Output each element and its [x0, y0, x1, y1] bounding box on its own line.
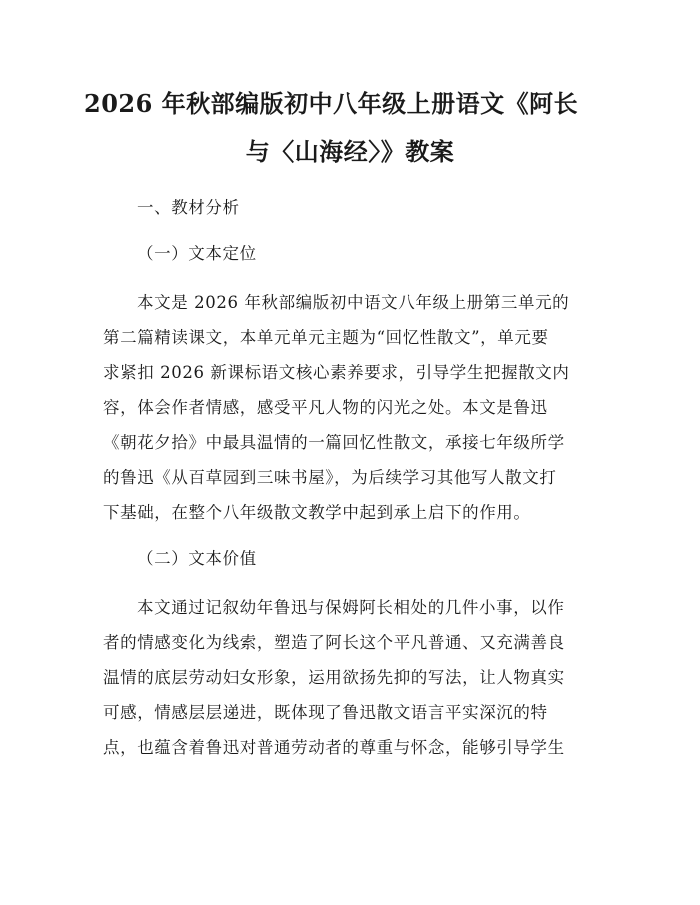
subsection-heading-text-positioning: （一）文本定位 — [137, 244, 257, 263]
paragraph-1-line: 本文是 2026 年秋部编版初中语文八年级上册第三单元的 — [137, 293, 570, 312]
paragraph-2-line: 点，也蕴含着鲁迅对普通劳动者的尊重与怀念，能够引导学生 — [103, 738, 565, 757]
document-title-line-1: 2026 年秋部编版初中八年级上册语文《阿长 — [84, 89, 579, 118]
paragraph-2-line: 温情的底层劳动妇女形象，运用欲扬先抑的写法，让人物真实 — [103, 668, 565, 687]
section-heading-textbook-analysis: 一、教材分析 — [137, 198, 240, 217]
paragraph-1-line: 第二篇精读课文，本单元单元主题为“回忆性散文”，单元要 — [103, 328, 549, 347]
paragraph-1-line: 下基础，在整个八年级散文教学中起到承上启下的作用。 — [103, 503, 531, 522]
document-title-line-2: 与〈山海经〉》教案 — [245, 137, 455, 166]
paragraph-2-line: 可感，情感层层递进，既体现了鲁迅散文语言平实深沉的特 — [103, 703, 548, 722]
paragraph-1-line: 容，体会作者情感，感受平凡人物的闪光之处。本文是鲁迅 — [103, 398, 548, 417]
paragraph-2-line: 本文通过记叙幼年鲁迅与保姆阿长相处的几件小事，以作 — [137, 598, 565, 617]
paragraph-1-line: 求紧扣 2026 新课标语文核心素养要求，引导学生把握散文内 — [103, 363, 570, 382]
paragraph-2-line: 者的情感变化为线索，塑造了阿长这个平凡普通、又充满善良 — [103, 633, 565, 652]
paragraph-1-line: 《朝花夕拾》中最具温情的一篇回忆性散文，承接七年级所学 — [103, 433, 565, 452]
paragraph-1-line: 的鲁迅《从百草园到三味书屋》，为后续学习其他写人散文打 — [103, 468, 557, 487]
subsection-heading-text-value: （二）文本价值 — [137, 549, 257, 568]
